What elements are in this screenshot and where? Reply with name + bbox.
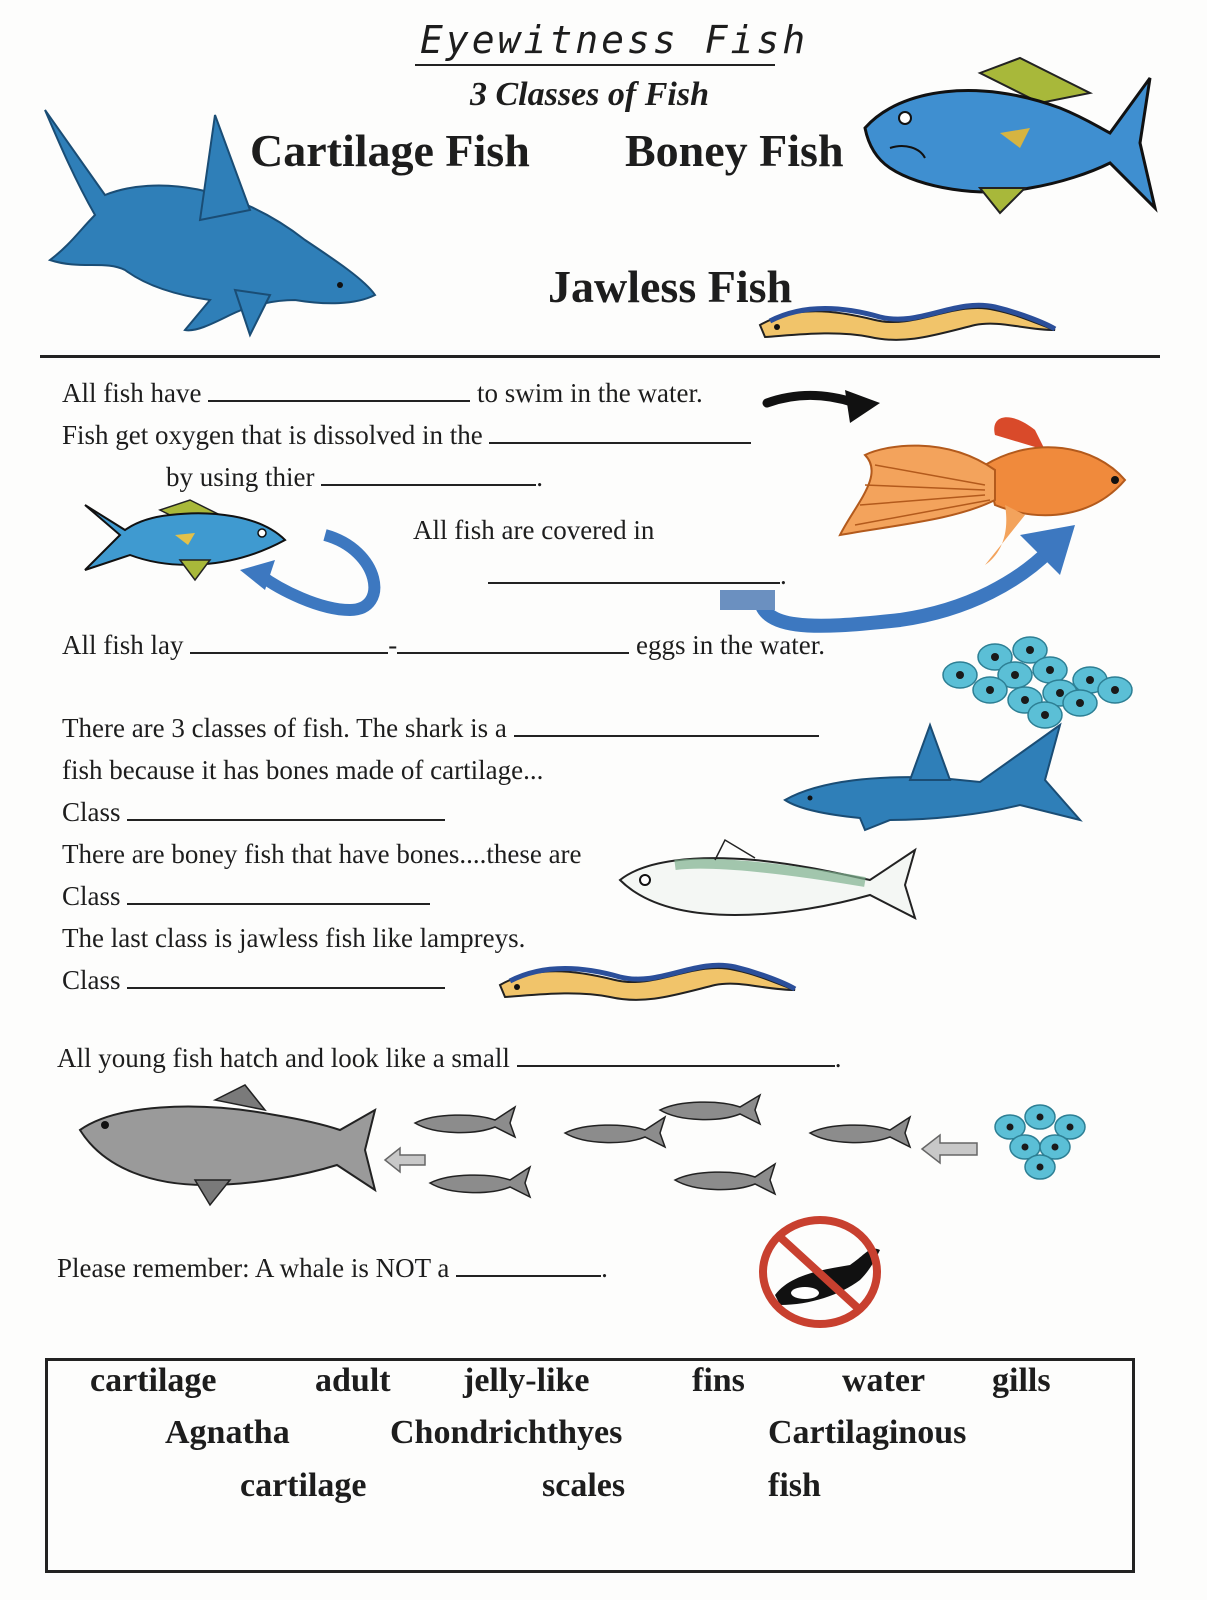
answer-blank-fish[interactable]: [456, 1253, 601, 1277]
question-1-text: All fish have: [62, 378, 202, 408]
question-7: [62, 923, 525, 954]
juvenile-fish-group: [415, 1095, 915, 1205]
question-6-text: There are boney fish that have bones....these are: [62, 839, 582, 869]
answer-blank-fins[interactable]: [208, 378, 470, 402]
eggs-cluster-small-illustration: [990, 1102, 1090, 1180]
question-4-text: All fish lay: [62, 630, 184, 660]
question-5: [62, 713, 819, 744]
answer-blank-class-1[interactable]: [127, 797, 445, 821]
question-2-continued: by using thier .: [166, 462, 543, 492]
answer-blank-cartilaginous[interactable]: [514, 713, 819, 737]
question-6: [62, 839, 582, 870]
boney-fish-outline-illustration: [615, 840, 920, 925]
question-8-text: All young fish hatch and look like a small: [57, 1043, 510, 1073]
answer-blank-gills[interactable]: [321, 462, 536, 486]
question-3-blank-line: .: [488, 560, 787, 591]
question-5-continued: [62, 755, 543, 786]
word-bank-item: scales: [542, 1467, 626, 1504]
word-bank-item: fins: [692, 1362, 745, 1399]
left-arrow-icon-2: [922, 1135, 977, 1163]
boney-fish-illustration-top: [860, 48, 1160, 218]
question-7-text: The last class is jawless fish like lampreys.: [62, 923, 526, 953]
class-row-1: [62, 797, 445, 828]
question-1-text-end: to swim in the water.: [476, 378, 703, 408]
adult-salmon-illustration: [75, 1085, 380, 1205]
answer-blank-like[interactable]: [397, 630, 629, 654]
shark-illustration-large: [35, 100, 380, 335]
word-bank-item: Chondrichthyes: [390, 1414, 623, 1451]
class-label-2: Class: [62, 881, 121, 911]
eggs-cluster-illustration: [940, 635, 1135, 730]
answer-blank-jelly[interactable]: [190, 630, 388, 654]
question-1: [62, 378, 703, 409]
question-9-text: Please remember: A whale is NOT a: [57, 1253, 450, 1283]
question-5-text-continued: fish because it has bones made of cartilage...: [62, 755, 544, 785]
shark-illustration-small: [780, 720, 1085, 830]
question-2-text-continued: by using thier: [166, 462, 315, 492]
word-bank-item: fish: [768, 1467, 821, 1504]
word-bank-item: gills: [992, 1362, 1051, 1399]
word-bank-item: water: [842, 1362, 926, 1399]
question-4-text-end: eggs in the water.: [636, 630, 825, 660]
question-8: All young fish hatch and look like a small .: [57, 1043, 842, 1073]
lamprey-illustration-middle: [495, 955, 800, 1005]
lamprey-illustration-top: [755, 295, 1060, 345]
word-bank-item: cartilage: [90, 1362, 217, 1399]
class-row-3: [62, 965, 445, 996]
word-bank-item: adult: [315, 1362, 391, 1399]
heading-jawless-fish: Jawless Fish: [548, 261, 793, 312]
answer-blank-class-3[interactable]: [127, 965, 445, 989]
blue-curved-arrow-right: [720, 520, 1080, 635]
class-label-1: Class: [62, 797, 121, 827]
word-bank-item: jelly-like: [463, 1362, 590, 1399]
class-row-2: [62, 881, 430, 912]
word-bank-item: Cartilaginous: [768, 1414, 967, 1451]
question-4-dash: -: [388, 630, 398, 660]
question-3-text: All fish are covered in: [413, 515, 655, 545]
heading-cartilage-fish: Cartilage Fish: [250, 125, 530, 176]
handwritten-title: Eyewitness Fish: [420, 18, 809, 62]
word-bank-item: Agnatha: [165, 1414, 290, 1451]
question-5-text: There are 3 classes of fish. The shark is a: [62, 713, 507, 743]
question-9: Please remember: A whale is NOT a .: [57, 1253, 608, 1283]
no-whale-sign-icon: [730, 1215, 910, 1330]
answer-blank-class-2[interactable]: [127, 881, 430, 905]
question-2: [62, 420, 751, 451]
subtitle: 3 Classes of Fish: [470, 76, 709, 113]
blue-curved-arrow-left: [240, 530, 390, 620]
question-3: [413, 515, 654, 546]
question-4: [62, 630, 825, 661]
question-2-text: Fish get oxygen that is dissolved in the: [62, 420, 483, 450]
answer-blank-water[interactable]: [489, 420, 751, 444]
class-label-3: Class: [62, 965, 121, 995]
heading-boney-fish: Boney Fish: [625, 125, 844, 176]
section-divider: [40, 355, 1160, 358]
answer-blank-adult[interactable]: [517, 1043, 835, 1067]
title-underline: [415, 64, 775, 66]
word-bank-item: cartilage: [240, 1467, 367, 1504]
